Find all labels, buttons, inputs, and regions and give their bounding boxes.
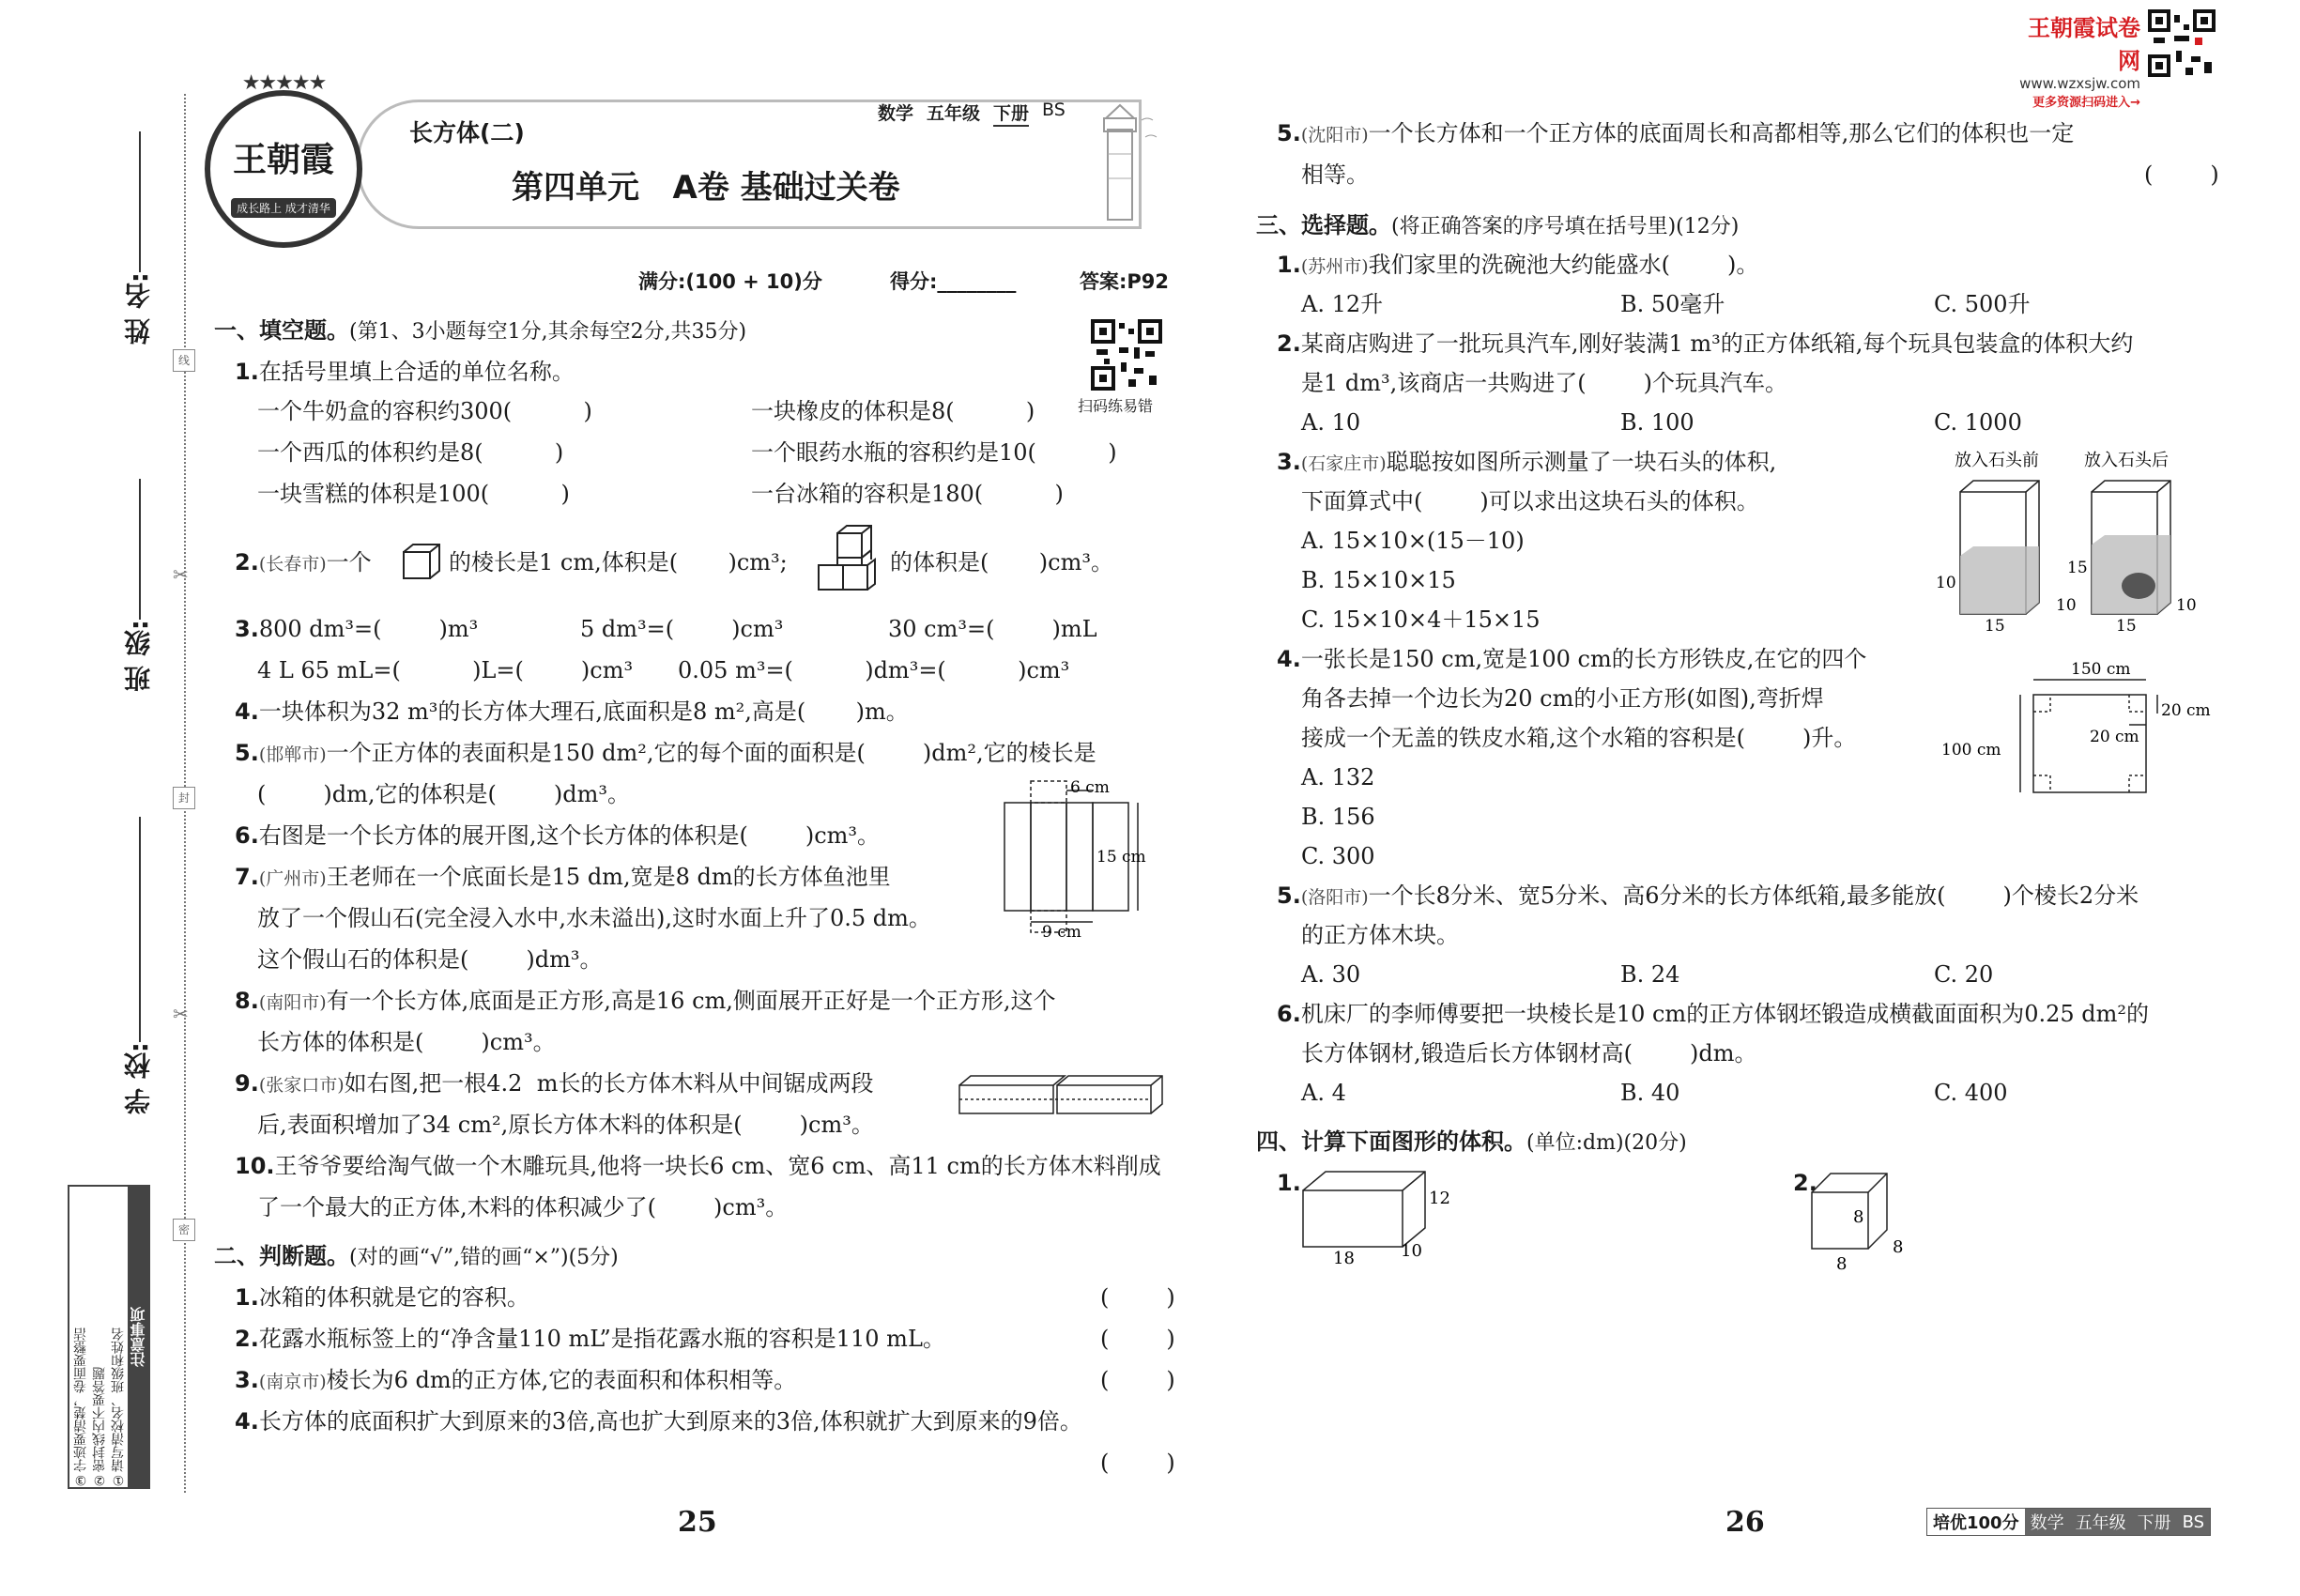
choice-q1: 1.(苏州市)我们家里的洗碗池大约能盛水( )。	[1277, 252, 1759, 278]
fig1-label-length: 18	[1333, 1249, 1355, 1268]
q5-line2: ( )dm,它的体积是( )dm³。	[257, 781, 631, 807]
page-title: 第四单元 A卷 基础过关卷	[512, 169, 900, 207]
option[interactable]: B. 156	[1301, 804, 1375, 830]
q2: 2.(长春市)一个	[235, 549, 372, 575]
q4-sheet-figure	[1940, 657, 2211, 798]
q8: 8.(南阳市)有一个长方体,底面是正方形,高是16 cm,侧面展开正好是一个正方形,这个	[235, 988, 1056, 1014]
fig2-number: 2.	[1793, 1170, 1817, 1196]
choice-q5-line2: 的正方体木块。	[1301, 922, 1459, 948]
option[interactable]: B. 24	[1620, 961, 1680, 988]
option[interactable]: B. 50毫升	[1620, 291, 1725, 317]
notes-title: 注意事项	[128, 1187, 148, 1487]
svg-text:15: 15	[2067, 559, 2088, 577]
qr-caption: 扫码练易错	[1078, 397, 1154, 415]
school-label: 学 校:	[123, 1042, 154, 1114]
option[interactable]: A. 4	[1301, 1080, 1346, 1106]
option[interactable]: C. 300	[1301, 843, 1375, 869]
option[interactable]: C. 500升	[1934, 291, 2031, 317]
q2-text-b: 的棱长是1 cm,体积是( )cm³;	[449, 549, 788, 575]
q10-line2: 了一个最大的正方体,木料的体积减少了( )cm³。	[257, 1194, 789, 1220]
judge-item: 2.花露水瓶标签上的“净含量110 mL”是指花露水瓶的容积是110 mL。	[235, 1326, 945, 1352]
q1-item: 一台冰箱的容积是180( )	[751, 481, 1064, 507]
tag-volume: 下册	[993, 100, 1029, 127]
choice-q2-line2: 是1 dm³,该商店一共购进了( )个玩具汽车。	[1301, 370, 1788, 396]
lighthouse-icon	[1080, 101, 1164, 225]
choice-q6: 6.机床厂的李师傅要把一块棱长是10 cm的正方体钢坯锻造成横截面面积为0.25 dm²的	[1277, 1001, 2150, 1027]
choice-q2: 2.某商店购进了一批玩具汽车,刚好装满1 m³的正方体纸箱,每个玩具包装盒的体积大约	[1277, 330, 2134, 357]
fig2-label-depth: 8	[1893, 1237, 1904, 1257]
fig-title-after: 放入石头后	[2084, 451, 2169, 470]
option[interactable]: A. 30	[1301, 961, 1361, 988]
page-number-right: 26	[1725, 1506, 1765, 1539]
brand-slogan: 更多资源扫码进入→	[2032, 96, 2140, 110]
q2-stacked-cubes-figure	[817, 522, 884, 597]
option[interactable]: C. 400	[1934, 1080, 2008, 1106]
option[interactable]: B. 15×10×15	[1301, 567, 1456, 593]
q3-row2-b: 0.05 m³=( )dm³=( )cm³	[678, 657, 1070, 683]
q4: 4.一块体积为32 m³的长方体大理石,底面积是8 m²,高是( )m。	[235, 698, 909, 725]
header-tags	[878, 100, 1066, 127]
section2-note: (对的画“√”,错的画“×”)(5分)	[349, 1246, 619, 1269]
brand-url: www.wzxsjw.com	[2019, 75, 2140, 92]
notes-box	[68, 1185, 150, 1489]
scissor-icon-2: ✂	[173, 1003, 189, 1025]
fig-title-before: 放入石头前	[1955, 451, 2039, 470]
footer-series-name: 培优100分	[1933, 1513, 2019, 1533]
q2-cube-figure	[402, 543, 443, 580]
option[interactable]: C. 15×10×4＋15×15	[1301, 606, 1541, 633]
q6-net-figure	[976, 778, 1164, 942]
section4-note: (单位:dm)(20分)	[1526, 1131, 1687, 1155]
fig1-number: 1.	[1277, 1170, 1301, 1196]
qr-code[interactable]	[1091, 319, 1162, 391]
q3-row1-b: 5 dm³=( )cm³	[580, 616, 784, 642]
name-line	[139, 131, 141, 272]
q3-row1-c: 30 cm³=( )mL	[888, 616, 1097, 642]
judge-blank[interactable]: ( )	[1100, 1367, 1175, 1393]
tag-subject: 数学	[878, 103, 914, 124]
judge-item: 5.(沈阳市)一个长方体和一个正方体的底面周长和高都相等,那么它们的体积也一定	[1277, 120, 2075, 146]
q9-line2: 后,表面积增加了34 cm²,原长方体木料的体积是( )cm³。	[257, 1112, 874, 1138]
choice-q4: 4.一张长是150 cm,宽是100 cm的长方形铁皮,在它的四个	[1277, 646, 1867, 672]
notes-list	[71, 1187, 128, 1487]
q6: 6.右图是一个长方体的展开图,这个长方体的体积是( )cm³。	[235, 822, 881, 849]
seal-mark-1: 线	[173, 349, 195, 372]
fig2-label-height: 8	[1853, 1207, 1864, 1227]
q4-label-20b: 20 cm	[2090, 728, 2139, 746]
footer-series	[1926, 1508, 2211, 1536]
q4-label-100: 100 cm	[1941, 741, 2001, 760]
tag-grade: 五年级	[927, 103, 981, 124]
answer-ref: 答案:P92	[1080, 270, 1170, 293]
school-line	[139, 817, 141, 1042]
section4-title: 四、计算下面图形的体积。(单位:dm)(20分)	[1256, 1128, 1687, 1155]
q3-stone-figure	[1915, 445, 2197, 636]
note-item: ②密封线内不要答题	[92, 1367, 107, 1487]
judge-blank[interactable]: ( )	[2144, 161, 2219, 188]
note-item: ③字迹要清楚，卷面要整洁	[73, 1327, 88, 1487]
q7-line3: 这个假山石的体积是( )dm³。	[257, 946, 603, 973]
q6-label-15cm: 15 cm	[1096, 848, 1146, 867]
option[interactable]: A. 15×10×(15－10)	[1301, 528, 1525, 554]
option[interactable]: B. 40	[1620, 1080, 1680, 1106]
option[interactable]: A. 12升	[1301, 291, 1384, 317]
page-number-left: 25	[678, 1506, 717, 1539]
choice-q4-line3: 接成一个无盖的铁皮水箱,这个水箱的容积是( )升。	[1301, 725, 1857, 751]
option[interactable]: B. 100	[1620, 409, 1694, 436]
seal-mark-2: 封	[173, 787, 195, 809]
q1-item: 一块橡皮的体积是8( )	[751, 398, 1035, 424]
full-score: 满分:(100 + 10)分	[638, 270, 822, 293]
q3-row2: 4 L 65 mL=( )L=( )cm³	[257, 657, 634, 683]
choice-q3: 3.(石家庄市)聪聪按如图所示测量了一块石头的体积,	[1277, 449, 1777, 475]
q1-item: 一块雪糕的体积是100( )	[257, 481, 570, 507]
note-item: ①请写清校名、班级和姓名	[111, 1327, 126, 1487]
judge-item-line2: 相等。	[1301, 161, 1369, 188]
svg-text:10: 10	[1936, 574, 1956, 592]
svg-text:10: 10	[2176, 596, 2197, 615]
footer-grade: 五年级	[2070, 1509, 2132, 1535]
brand-logo: ★★★★★ 王朝霞 成长路上 成才清华	[205, 90, 362, 248]
svg-text:15: 15	[2116, 617, 2137, 636]
q9: 9.(张家口市)如右图,把一根4.2 m长的长方体木料从中间锯成两段	[235, 1070, 874, 1097]
option[interactable]: A. 132	[1301, 764, 1375, 790]
option[interactable]: C. 20	[1934, 961, 1994, 988]
choice-q3-line2: 下面算式中( )可以求出这块石头的体积。	[1301, 488, 1759, 514]
section2-title: 二、判断题。(对的画“√”,错的画“×”)(5分)	[214, 1243, 619, 1269]
fig2-cube	[1802, 1164, 1915, 1277]
q7: 7.(广州市)王老师在一个底面长是15 dm,宽是8 dm的长方体鱼池里	[235, 864, 891, 890]
section3-note: (将正确答案的序号填在括号里)(12分)	[1391, 215, 1740, 238]
judge-blank[interactable]: ( )	[1100, 1450, 1175, 1476]
q8-line2: 长方体的体积是( )cm³。	[257, 1029, 556, 1055]
choice-q5: 5.(洛阳市)一个长8分米、宽5分米、高6分米的长方体纸箱,最多能放( )个棱长2分米	[1277, 882, 2139, 909]
q7-line2: 放了一个假山石(完全浸入水中,水未溢出),这时水面上升了0.5 dm。	[257, 905, 931, 931]
fig1-label-height: 12	[1429, 1189, 1450, 1208]
q1-item: 一个西瓜的体积约是8( )	[257, 439, 564, 466]
fig1-cuboid	[1296, 1164, 1474, 1267]
brand-qr-code[interactable]	[2148, 9, 2216, 77]
q1-stem: 1.在括号里填上合适的单位名称。	[235, 359, 575, 385]
class-line	[139, 479, 141, 620]
q3-row1: 3.800 dm³=( )m³	[235, 616, 479, 642]
judge-item: 4.长方体的底面积扩大到原来的3倍,高也扩大到原来的3倍,体积就扩大到原来的9倍。	[235, 1408, 1082, 1435]
q6-label-9cm: 9 cm	[1042, 923, 1081, 942]
brand-logo-motto: 成长路上 成才清华	[231, 198, 336, 218]
brand-top-logo	[2018, 9, 2140, 110]
judge-item: 3.(南京市)棱长为6 dm的正方体,它的表面积和体积相等。	[235, 1367, 797, 1393]
svg-text:15: 15	[1985, 617, 2005, 636]
footer-subject: 数学	[2025, 1509, 2070, 1535]
choice-q6-line2: 长方体钢材,锻造后长方体钢材高( )dm。	[1301, 1040, 1757, 1067]
q4-label-20a: 20 cm	[2161, 701, 2211, 720]
brand-top-title: 王朝霞试卷网	[2028, 15, 2140, 74]
svg-text:10: 10	[2056, 596, 2077, 615]
option[interactable]: C. 1000	[1934, 409, 2022, 436]
seal-mark-3: 密	[173, 1219, 195, 1241]
q2-text-c: 的体积是( )cm³。	[890, 549, 1113, 575]
name-label: 姓 名:	[123, 272, 154, 345]
q4-label-150: 150 cm	[2071, 660, 2131, 679]
judge-blank[interactable]: ( )	[1100, 1326, 1175, 1352]
q1-item: 一个眼药水瓶的容积约是10( )	[751, 439, 1117, 466]
choice-q4-line2: 角各去掉一个边长为20 cm的小正方形(如图),弯折焊	[1301, 685, 1824, 712]
q6-label-6cm: 6 cm	[1070, 778, 1110, 797]
section1-note: (第1、3小题每空1分,其余每空2分,共35分)	[349, 320, 747, 344]
q1-item: 一个牛奶盒的容积约300( )	[257, 398, 592, 424]
brand-logo-name: 王朝霞	[232, 140, 334, 179]
q10: 10.王爷爷要给淘气做一个木雕玩具,他将一块长6 cm、宽6 cm、高11 cm的长方体木料削成	[235, 1153, 1161, 1179]
class-label: 班 级:	[123, 620, 154, 692]
fig2-label-width: 8	[1836, 1254, 1848, 1274]
q9-wood-figure	[958, 1074, 1164, 1117]
header-subtitle: 长方体(二)	[409, 119, 525, 146]
tag-edition: BS	[1042, 100, 1066, 120]
footer-volume: 下册	[2132, 1509, 2177, 1535]
section3-title: 三、选择题。(将正确答案的序号填在括号里)(12分)	[1256, 212, 1740, 238]
judge-blank[interactable]: ( )	[1100, 1284, 1175, 1311]
fig1-label-width: 10	[1401, 1241, 1422, 1261]
footer-edition: BS	[2177, 1509, 2210, 1535]
scissor-icon-1: ✂	[173, 563, 189, 586]
option[interactable]: A. 10	[1301, 409, 1361, 436]
section1-title: 一、填空题。(第1、3小题每空1分,其余每空2分,共35分)	[214, 317, 747, 344]
score-field[interactable]: 得分:________	[890, 270, 1017, 293]
judge-item: 1.冰箱的体积就是它的容积。	[235, 1284, 529, 1311]
q5: 5.(邯郸市)一个正方体的表面积是150 dm²,它的每个面的面积是( )dm²,它的棱长是	[235, 740, 1096, 766]
